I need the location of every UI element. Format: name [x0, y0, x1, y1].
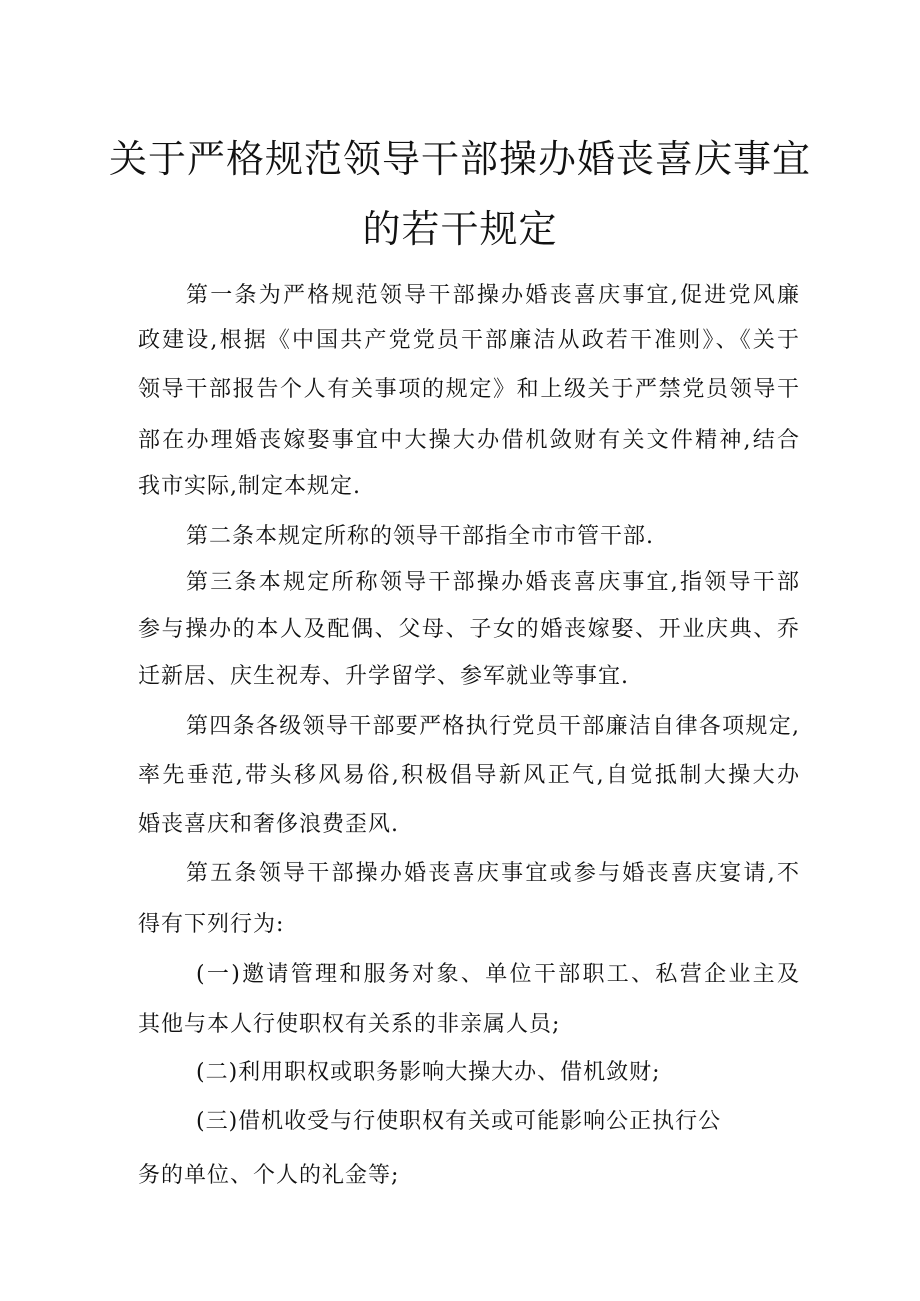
item-2-line-1: (二)利用职权或职务影响大操大办、借机敛财; — [196, 1060, 661, 1085]
article-4-line-1: 第四条各级领导干部要严格执行党员干部廉洁自律各项规定, — [186, 714, 800, 739]
item-3-line-2: 务的单位、个人的礼金等; — [138, 1163, 400, 1188]
item-3-line-1: (三)借机收受与行使职权有关或可能影响公正执行公 — [196, 1109, 722, 1134]
document-title-line-2: 的若干规定 — [362, 207, 558, 251]
article-5-line-1: 第五条领导干部操办婚丧喜庆事宜或参与婚丧喜庆宴请,不 — [186, 861, 800, 886]
article-5-line-2: 得有下列行为: — [138, 912, 285, 937]
article-1-line-5: 我市实际,制定本规定. — [138, 474, 361, 499]
article-2-line-1: 第二条本规定所称的领导干部指全市市管干部. — [186, 524, 654, 549]
article-1-line-3: 领导干部报告个人有关事项的规定》和上级关于严禁党员领导干 — [138, 377, 800, 402]
item-1-line-2: 其他与本人行使职权有关系的非亲属人员; — [138, 1012, 561, 1037]
article-4-line-2: 率先垂范,带头移风易俗,积极倡导新风正气,自觉抵制大操大办 — [138, 763, 800, 788]
article-3-line-1: 第三条本规定所称领导干部操办婚丧喜庆事宜,指领导干部 — [186, 570, 800, 595]
article-3-line-2: 参与操办的本人及配偶、父母、子女的婚丧嫁娶、开业庆典、乔 — [138, 617, 800, 642]
article-1-line-2: 政建设,根据《中国共产党党员干部廉洁从政若干准则》、《关于 — [138, 328, 800, 353]
article-3-line-3: 迁新居、庆生祝寿、升学留学、参军就业等事宜. — [138, 664, 629, 689]
item-1-line-1: (一)邀请管理和服务对象、单位干部职工、私营企业主及 — [196, 962, 800, 987]
article-4-line-3: 婚丧喜庆和奢侈浪费歪风. — [138, 812, 399, 837]
article-1-line-4: 部在办理婚丧嫁娶事宜中大操大办借机敛财有关文件精神,结合 — [138, 428, 800, 453]
article-1-line-1: 第一条为严格规范领导干部操办婚丧喜庆事宜,促进党风廉 — [186, 283, 800, 308]
document-title-line-1: 关于严格规范领导干部操办婚丧喜庆事宜 — [108, 137, 811, 181]
